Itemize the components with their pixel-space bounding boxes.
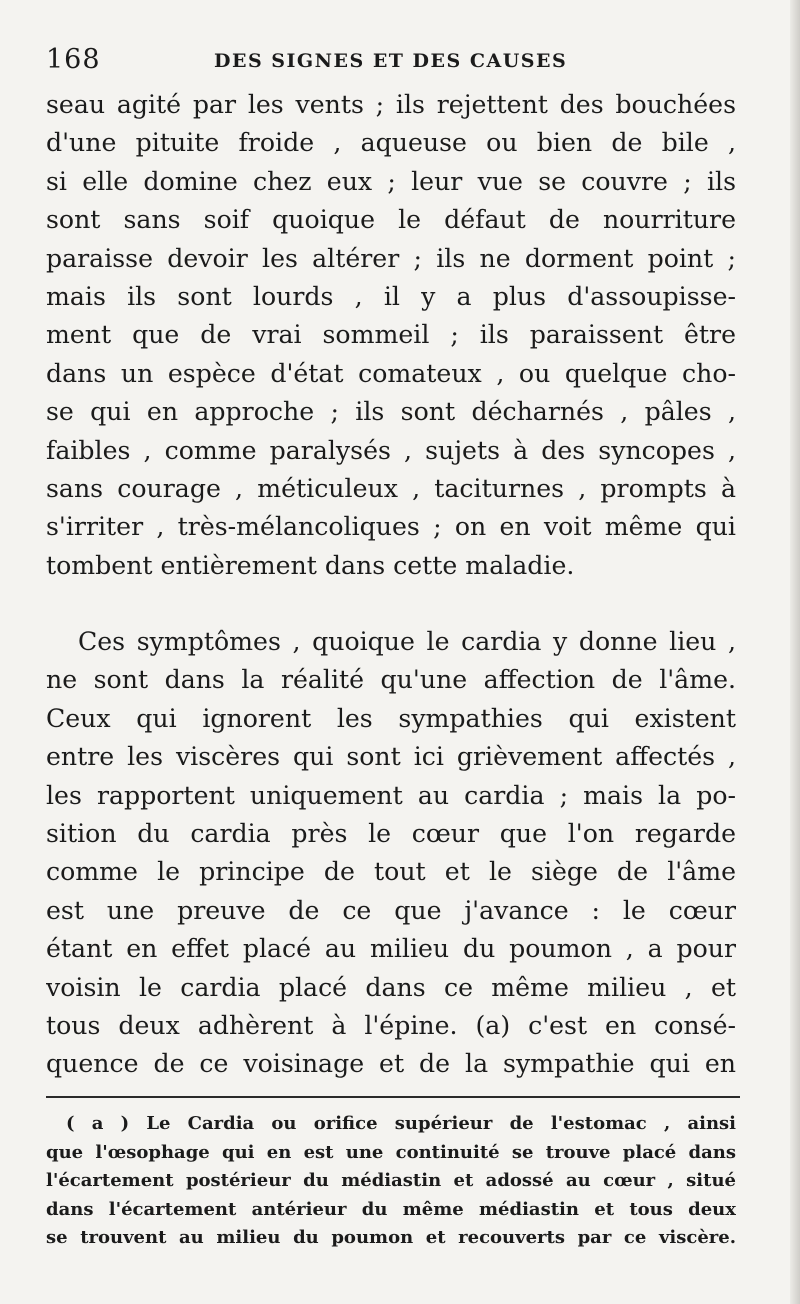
page-header (46, 44, 756, 80)
text-line: sans courage , méticuleux , taciturnes , prompts à (46, 473, 736, 503)
paragraph-gap (46, 585, 736, 623)
running-head: DES SIGNES ET DES CAUSES (214, 50, 568, 72)
text-line: se qui en approche ; ils sont décharnés , pâles , (46, 397, 736, 427)
text-line: Ces symptômes , quoique le cardia y donne lieu , (78, 627, 736, 657)
text-line: mais ils sont lourds , il y a plus d'assoupisse- (46, 281, 736, 311)
text-line: si elle domine chez eux ; leur vue se couvre ; ils (46, 166, 736, 196)
text-line: Ceux qui ignorent les sympathies qui existent (46, 703, 736, 733)
text-line: comme le principe de tout et le siège de l'âme (46, 857, 736, 887)
body-text (46, 86, 736, 1084)
text-line: quence de ce voisinage et de la sympathie qui en (46, 1049, 736, 1079)
text-line: tombent entièrement dans cette maladie. (46, 550, 575, 580)
text-line: entre les viscères qui sont ici grièvement affectés , (46, 742, 736, 772)
footnote-rule (46, 1096, 740, 1098)
text-line: paraisse devoir les altérer ; ils ne dorment point ; (46, 243, 736, 273)
text-line: est une preuve de ce que j'avance : le cœur (46, 895, 736, 925)
footnote-line: se trouvent au milieu du poumon et recouverts par ce viscère. (46, 1227, 736, 1249)
text-line: s'irriter , très-mélancoliques ; on en voit même qui (46, 512, 736, 542)
paragraph-2 (46, 623, 736, 1084)
paragraph-1 (46, 86, 736, 585)
text-line: tous deux adhèrent à l'épine. (a) c'est en consé- (46, 1010, 736, 1040)
text-line: ne sont dans la réalité qu'une affection de l'âme. (46, 665, 736, 695)
footnote-line: que l'œsophage qui en est une continuité se trouve placé dans (46, 1141, 736, 1163)
footnote-line: dans l'écartement antérieur du même médiastin et tous deux (46, 1198, 736, 1220)
footnote-line: l'écartement postérieur du médiastin et adossé au cœur , situé (46, 1170, 736, 1192)
text-line: d'une pituite froide , aqueuse ou bien de bile , (46, 128, 736, 158)
page-number: 168 (46, 44, 101, 75)
text-line: les rapportent uniquement au cardia ; mais la po- (46, 780, 736, 810)
page-edge-shadow (790, 0, 800, 1304)
text-line: ment que de vrai sommeil ; ils paraissent être (46, 320, 736, 350)
text-line: voisin le cardia placé dans ce même milieu , et (46, 972, 736, 1002)
footnote-line: ( a ) Le Cardia ou orifice supérieur de l'estomac , ainsi (66, 1113, 736, 1134)
text-line: dans un espèce d'état comateux , ou quelque cho- (46, 358, 736, 388)
footnote (46, 1110, 736, 1253)
text-line: seau agité par les vents ; ils rejettent des bouchées (46, 90, 736, 119)
text-line: étant en effet placé au milieu du poumon , a pour (46, 934, 736, 964)
text-line: faibles , comme paralysés , sujets à des syncopes , (46, 435, 736, 465)
text-line: sition du cardia près le cœur que l'on regarde (46, 819, 736, 849)
text-line: sont sans soif quoique le défaut de nourriture (46, 205, 736, 235)
